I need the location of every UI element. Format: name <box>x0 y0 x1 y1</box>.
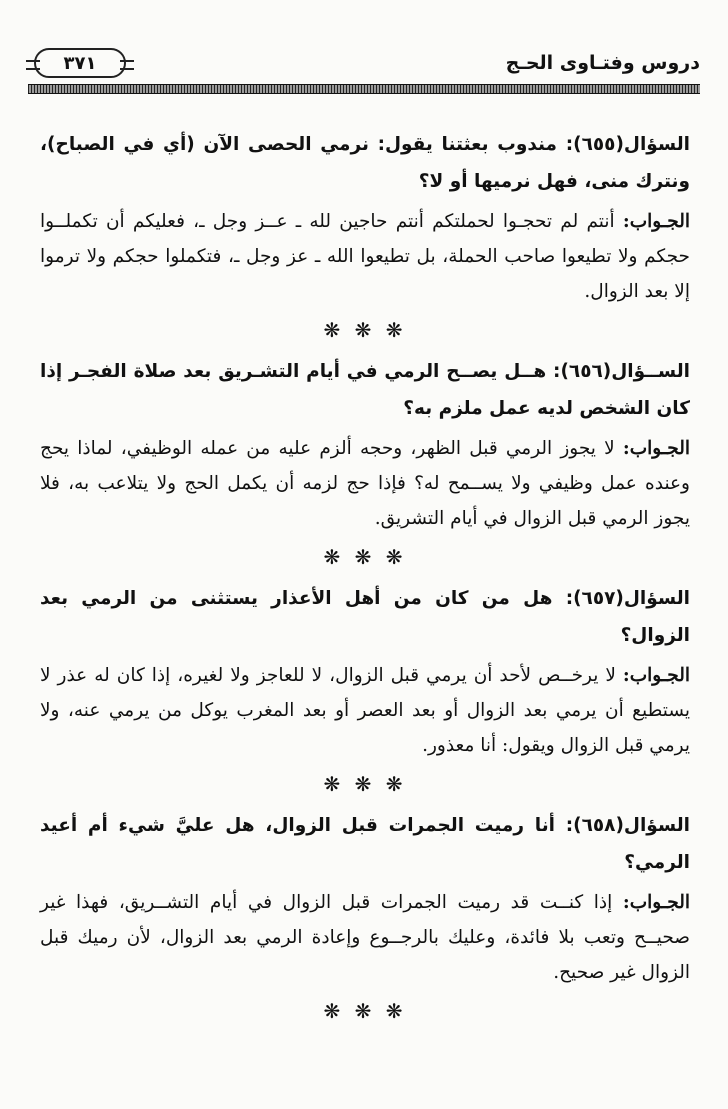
answer-text: لا يجوز الرمي قبل الظهر، وحجه ألزم عليه من عمله الوظيفي، لماذا يحج وعنده عمل وظيفي ولا يســمح له؟ فإذا حج لزمه أن يكمل الحج ولا يتلاعب به، فلا يجوز الرمي قبل الزوال في أيام التشريق. <box>40 438 690 529</box>
answer-label: الجـواب: <box>622 892 690 913</box>
question-label: السؤال(٦٥٧): <box>565 588 690 609</box>
question <box>40 580 690 654</box>
answer <box>40 885 690 990</box>
page-number: ٣٧١ <box>34 48 126 78</box>
question-text: هــل يصــح الرمي في أيام التشـريق بعد صلاة الفجـر إذا كان الشخص لديه عمل ملزم به؟ <box>40 361 690 419</box>
answer-text: أنتم لم تحجـوا لحملتكم أنتم حاجين لله ـ عــز وجل ـ، فعليكم أن تكملــوا حجكم ولا تطيعوا صاحب الحملة، بل تطيعوا الله ـ عز وجل ـ، فتكملوا حجكم ولا ترموا إلا بعد الزوال. <box>40 211 690 302</box>
question-text: أنا رميت الجمرات قبل الزوال، هل عليَّ شيء أم أعيد الرمي؟ <box>40 815 690 873</box>
question <box>40 353 690 427</box>
answer <box>40 204 690 309</box>
section-separator: ❋ ❋ ❋ <box>323 772 407 796</box>
book-title: دروس وفتـاوى الحـج <box>505 52 700 74</box>
header-divider <box>28 84 700 94</box>
answer-label: الجـواب: <box>622 438 690 459</box>
answer-text: إذا كنــت قد رميت الجمرات قبل الزوال في أيام التشــريق، فهذا غير صحيــح وتعب بلا فائدة، وعليك بالرجــوع وإعادة الرمي بعد الزوال، لأن رميك قبل الزوال غير صحيح. <box>40 892 690 983</box>
question-label: السؤال(٦٥٨): <box>565 815 690 836</box>
question-text: هل من كان من أهل الأعذار يستثنى من الرمي بعد الزوال؟ <box>40 588 690 646</box>
question-label: السؤال(٦٥٥): <box>565 134 690 155</box>
page-header <box>28 48 700 80</box>
question-label: الســؤال(٦٥٦): <box>553 361 690 382</box>
answer <box>40 431 690 536</box>
question-text: مندوب بعثتنا يقول: نرمي الحصى الآن (أي في الصباح)، ونترك منى، فهل نرميها أو لا؟ <box>40 134 690 192</box>
answer <box>40 658 690 763</box>
section-separator: ❋ ❋ ❋ <box>323 999 407 1023</box>
answer-label: الجـواب: <box>622 665 690 686</box>
section-separator: ❋ ❋ ❋ <box>323 545 407 569</box>
section-separator: ❋ ❋ ❋ <box>323 318 407 342</box>
question <box>40 126 690 200</box>
question <box>40 807 690 881</box>
answer-label: الجـواب: <box>622 211 690 232</box>
answer-text: لا يرخــص لأحد أن يرمي قبل الزوال، لا للعاجز ولا لغيره، إذا كان له عذر لا يستطيع أن يرمي بعد الزوال أو بعد العصر أو بعد المغرب يوكل من يرمي عنه، ولا يرمي قبل الزوال ويقول: أنا معذور. <box>40 665 690 756</box>
page-body <box>40 118 690 1030</box>
